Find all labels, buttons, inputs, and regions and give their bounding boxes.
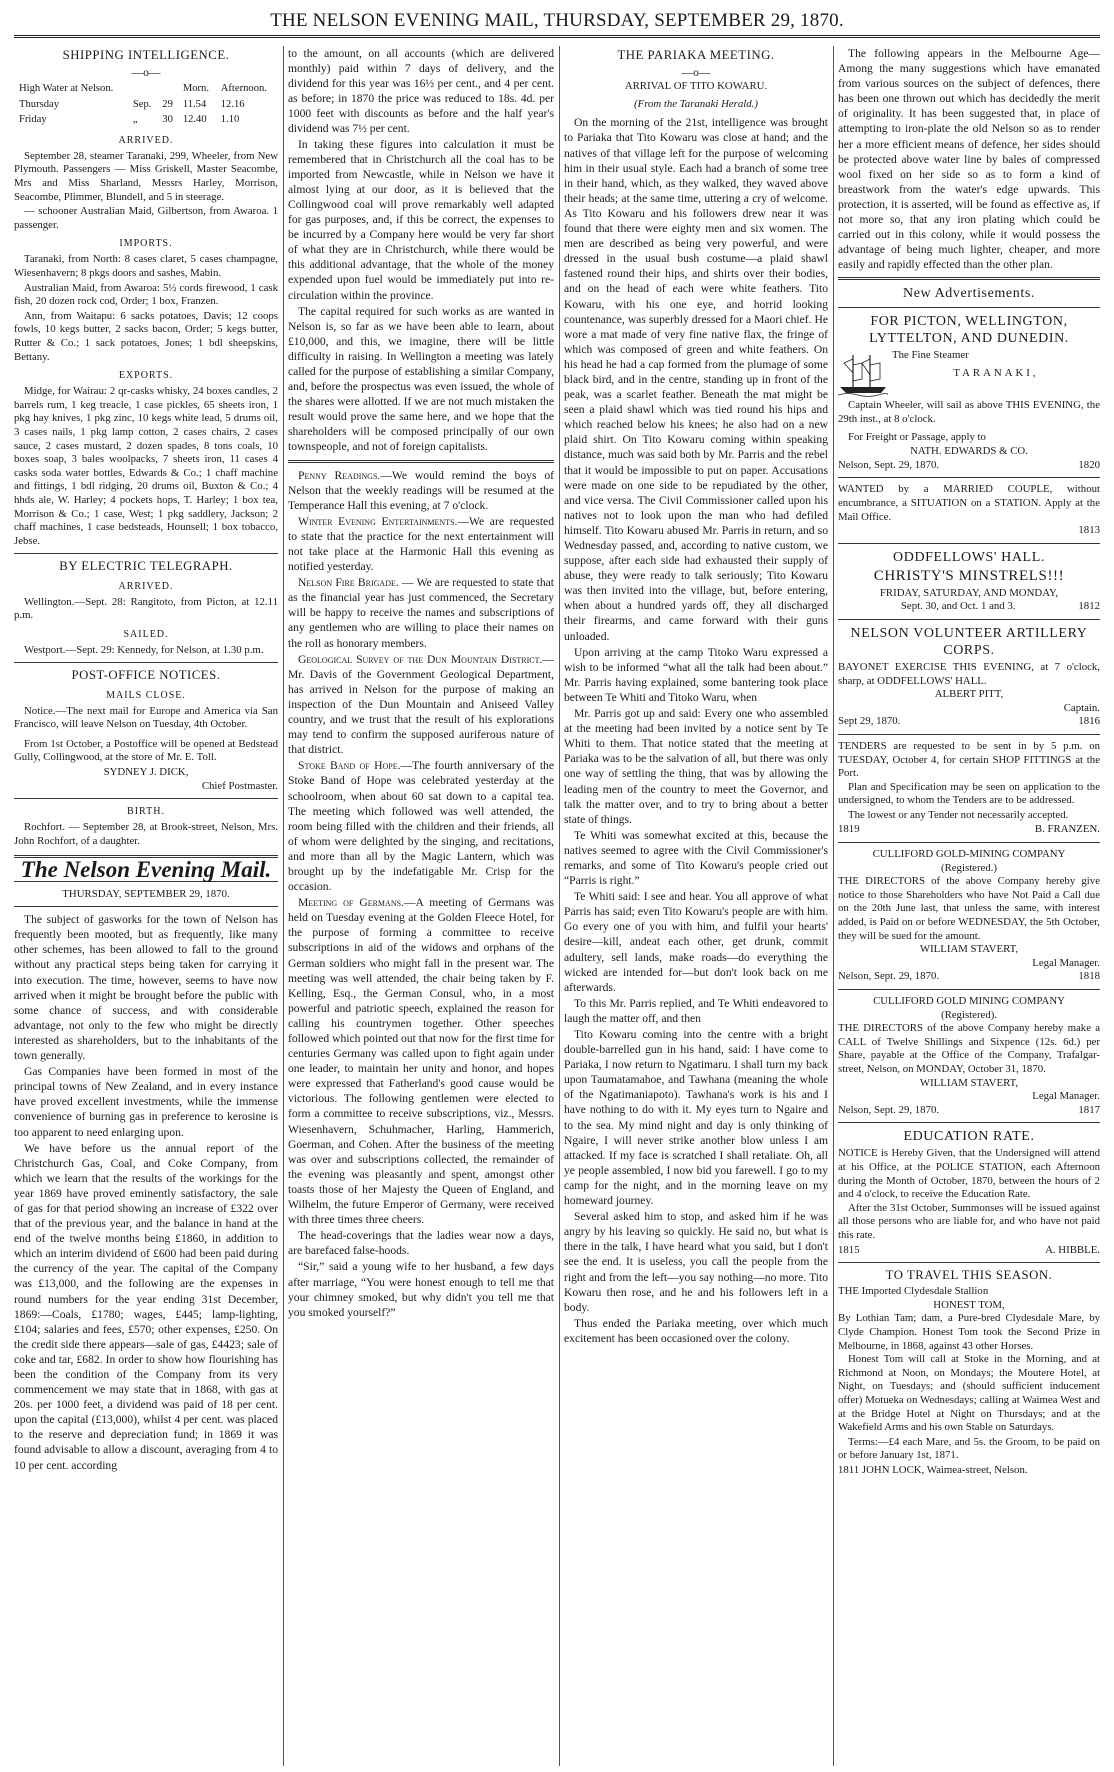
birth-heading: BIRTH. xyxy=(127,806,165,818)
culliford-sub-2: (Registered). xyxy=(940,1008,998,1021)
ad-number: 1819 xyxy=(838,823,860,836)
column-1 xyxy=(14,46,278,1766)
telegraph-arrived-heading: ARRIVED. xyxy=(118,580,174,592)
artillery-heading: NELSON VOLUNTEER ARTILLERY CORPS. xyxy=(850,625,1088,658)
news-item: Meeting of Germans.—A meeting of Germans was held on Tuesday evening at the Golden Fleece Hotel, for the purpose of forming a committee to receive subscriptions in aid of the widows and orphans of the German soldiers who might fall in the present war. The meeting was well attended, the chair being taken by F. Kelling, Esq., the German Consul, who, in a most powerful and patriotic speech, explained the reason for calling his countrymen together. Other speeches followed which pointed out that now for the first time for centuries Germany was called upon to fight again under one leader, to maintain her unity and honor, and hopes were expressed that Fatherland's good cause would be victorious. The following gentlemen were elected to form a committee to receive subscriptions, viz., Messrs. Wiesenhavern, Schuhmacher, Harling, Hammerich, Goerman, and Cohen. After the business of the meeting was over and subscriptions collected, the remainder of the evening was pleasantly and spent, amongst other toasts those of her Majesty the Queen of England, and Wilhelm, the future Emperor of Germany, were received with three times three cheers. xyxy=(288,896,554,1227)
tide-table xyxy=(14,80,278,129)
ad-number: 1813 xyxy=(1078,524,1100,537)
culliford-sub: (Registered.) xyxy=(940,861,998,874)
ad-date: Nelson, Sept. 29, 1870. xyxy=(838,1103,940,1116)
joke: The head-coverings that the ladies wear now a days, are barefaced false-hoods. xyxy=(288,1229,554,1258)
mails-heading: MAILS CLOSE. xyxy=(106,689,186,701)
arrived-heading: ARRIVED. xyxy=(118,134,174,146)
education-text-2: After the 31st October, Summonses will be issued against all those persons who are liable for, and who have not paid this rate. xyxy=(838,1201,1100,1241)
joke: “Sir,” said a young wife to her husband, a few days after marriage, “You were honest enough to tell me that your chimney smoked, but why didn't you tell me that you smoked yourself?” xyxy=(288,1260,554,1319)
po-signature: SYDNEY J. DICK, xyxy=(103,766,189,779)
terms-text: Terms:—£4 each Mare, and 5s. the Groom, to be paid on or before January 1st, 1871. xyxy=(838,1435,1100,1462)
article-paragraph: Tito Kowaru coming into the centre with a bright double-barrelled gun in his hand, said: I have come to Pariaka, I now return to Ngatimaru. I shall turn my back upon Taumatamahoe, and Tawhana (meaning the whole of the Ngatimaniapoto). Tawhana's work is his and I have nothing to do with it. My eyes turn to Ngaire and to the sea. My mind night and day is only thinking of Ngaire, I will never strike another blow unless I am attacked. If my face is scratched I shall retaliate. Oh, all ye people assembled, I now bid you farewell. I go to my camp for the night, and in the morning leave on my homeward journey. xyxy=(564,1028,828,1208)
news-item: Geological Survey of the Dun Mountain District.—Mr. Davis of the Government Geological Department, has arrived in Nelson for the purpose of making an inspection of the Dun Mountain and Aniseed Valley country, and we trust that the result of his explorations may tend to confirm the supposed auriferous nature of that district. xyxy=(288,652,554,757)
steamer-name: TARANAKI, xyxy=(953,367,1039,379)
melbourne-age-item: The following appears in the Melbourne Age—Among the many suggestions which have emanated from various sources on the subject of defences, there has been one thrown out which has decidedly the merit of originality. It has been suggested that, in place of attempting to iron-plate the old Nelson so as to render her a more efficient means of defence, her sides should be protected above water line by bales of compressed wool fixed on her side so as to form a kind of breastwork from the water's edge upwards. This protection, it is asserted, will be found as effective as, if not more so, that any iron plating which could be carried out in this colony, while it would possess the advantage of being much lighter, cheaper, and more easily and rapidly effected than the other plan. xyxy=(838,47,1100,272)
divider: —o— xyxy=(131,66,161,80)
culliford-heading: CULLIFORD GOLD-MINING COMPANY xyxy=(872,848,1066,861)
ad-date: Nelson, Sept. 29, 1870. xyxy=(838,970,940,983)
news-item: Stoke Band of Hope.—The fourth anniversary of the Stoke Band of Hope was celebrated yesterday at the schoolroom, when about 60 sat down to a capital tea. The meeting which followed was well attended, the room being filled with the children and their friends, all of whom were delighted by the singing, and recitations, and more than all by the Magic Lantern, which was brought up by the indefatigable Mr. Crisp for the occasion. xyxy=(288,759,554,894)
tide-row: Friday „ 30 12.40 1.10 xyxy=(19,114,240,126)
tide-row: Thursday Sep. 29 11.54 12.16 xyxy=(19,98,245,110)
new-ads-heading: New Advertisements. xyxy=(903,286,1035,302)
article-paragraph: On the morning of the 21st, intelligence was brought to Pariaka that Tito Kowaru was close at hand; and the natives of that village left for the purpose of welcoming him in their usual style. Each had a branch of some tree in their hand, which, as they walked, they waved above their heads; at the same time, uttering a cry of welcome. As Tito Kowaru and his followers drew near it was found that there were eighty men and six women. The men are described as being very powerful, and were dressed in the usual bush costume—a plaid shawl fastened round their hips, and shirts over their bodies, and on the head of each were white feathers. Tito Kowaru, with his one eye, and horrid looking countenance, was superbly dressed for a Maori chief. He wore a mat made of very fine native flax, the fringe of which was composed of green and white feathers. On his head he had a cap formed from the plumage of some black bird, and in the centre, standing up in front of the peak, was a scarlet feather. Beneath the mat might be seen a plaid shawl which was tied round his hips and which reached below his knees; he also had on a new plaid shirt. On Tito Kowaru coming within speaking distance, much was said both by Mr. Parris and the rebel that it would be impossible to put on paper. Accusations were made on one side to be repudiated by the other, and vice versa. The Civil Commissioner called upon his natives not to look upon the man who had defiled himself. Tito Kowaru abused Mr. Parris in return, and so Wednesday passed, and, according to native custom, we suppose, after each side had exhausted their supply of abuse, they were ready to talk seriously; Tito Kowaru was then invited into the village, but, before entering, when about a hundred yards off, they all discharged their firearms, and came forward with their guns unloaded. xyxy=(564,116,828,643)
telegraph-heading: BY ELECTRIC TELEGRAPH. xyxy=(59,559,233,574)
culliford-signature-2: WILLIAM STAVERT, xyxy=(919,1076,1019,1089)
minstrels-sub: Sept. 30, and Oct. 1 and 3. xyxy=(900,600,1016,613)
culliford-role: Legal Manager. xyxy=(1032,956,1100,969)
column-2 xyxy=(288,46,554,1766)
minstrels-title: CHRISTY'S MINSTRELS!!! xyxy=(873,567,1065,584)
ad-date: Sept 29, 1870. xyxy=(838,715,901,728)
artillery-rank: Captain. xyxy=(1063,701,1100,714)
dateline: THURSDAY, SEPTEMBER 29, 1870. xyxy=(62,887,230,900)
tenders-text: TENDERS are requested to be sent in by 5 p.m. on TUESDAY, October 4, for certain SHOP FITTINGS at the Port. xyxy=(838,739,1100,780)
tide-aft: Afternoon. xyxy=(220,83,267,95)
article-paragraph: Upon arriving at the camp Titoko Waru expressed a wish to be informed “what all the talk had been about.” Mr. Parris having explained, some bantering took place between Te Whiti and Titoko Waru, when xyxy=(564,645,828,704)
article-subtitle: ARRIVAL OF TITO KOWARU. xyxy=(624,80,768,93)
terms-signature: JOHN LOCK, Waimea-street, Nelson. xyxy=(861,1463,1028,1476)
column-3 xyxy=(564,46,828,1766)
tenders-ad xyxy=(838,740,1100,837)
steamer-ad xyxy=(838,349,1100,472)
travel-text-3: Honest Tom will call at Stoke in the Morning, and at Richmond at Noon, on Mondays; the Moutere Hotel, at Night, on Tuesdays; and (should sufficient inducement offer) Motueka on Wednesdays; calling at Waimea West and at the Bridge Hotel at Night on Thursdays; and at the Wakefield Arms and his own Stable on Saturdays. xyxy=(838,1353,1100,1434)
freight-text: For Freight or Passage, apply to xyxy=(848,430,986,443)
ad-number: 1818 xyxy=(1078,970,1100,983)
steamer-intro: The Fine Steamer xyxy=(892,349,969,362)
education-text: NOTICE is Hereby Given, that the Undersigned will attend at his Office, at the POLICE STATION, each Afternoon during the Month of October, 1870, between the hours of 2 and 4 o'clock, to receive the Education Rate. xyxy=(838,1147,1100,1201)
shipping-heading: SHIPPING INTELLIGENCE. xyxy=(62,48,230,62)
column-rule xyxy=(559,46,560,1766)
wanted-text: WANTED by a MARRIED COUPLE, without encumbrance, a SITUATION on a STATION. Apply at the Mail Office. xyxy=(838,483,1100,523)
ad-number: 1820 xyxy=(1078,458,1100,471)
travel-text-2: By Lothian Tam; dam, a Pure-bred Clydesdale Mare, by Clyde Champion. Honest Tom took the Second Prize in Melbourne, in 1868, against 43 other Horses. xyxy=(838,1312,1100,1352)
tenders-text-2: Plan and Specification may be seen on application to the undersigned, to whom the Tenders are to be addressed. xyxy=(838,780,1100,807)
oddfellows-heading: ODDFELLOWS' HALL. xyxy=(893,549,1045,565)
ad-number: 1816 xyxy=(1078,715,1100,728)
artillery-text: BAYONET EXERCISE THIS EVENING, at 7 o'clock, sharp, at ODDFELLOWS' HALL. xyxy=(838,660,1100,687)
imports-heading: IMPORTS. xyxy=(119,238,173,250)
tide-morn: Morn. xyxy=(182,83,210,95)
import-item: Taranaki, from North: 8 cases claret, 5 cases champagne, Wiesenhavern; 8 pkgs doors and sashes, Mabin. xyxy=(14,253,278,280)
article-title: THE PARIAKA MEETING. xyxy=(617,48,775,62)
culliford-heading-2: CULLIFORD GOLD MINING COMPANY xyxy=(873,995,1065,1007)
ad-number: 1815 xyxy=(838,1243,860,1256)
ad-number: 1811 xyxy=(838,1463,860,1476)
exports-heading: EXPORTS. xyxy=(118,370,174,382)
article-paragraph: Several asked him to stop, and asked him if he was angry by his leaving so quickly. He said no, but what is there in the talk, I have heard what you said, but I don't see the end. It is useless, you call the people from the right and from the left—you say nothing—no more. Tito Kowaru then rose, and he and his followers left in a body. xyxy=(564,1210,828,1314)
minstrels-dates: FRIDAY, SATURDAY, AND MONDAY, xyxy=(879,586,1059,599)
birth-text: Rochfort. — September 28, at Brook-street, Nelson, Mrs. John Rochfort, of a daughter. xyxy=(14,821,278,847)
editorial-continued: The capital required for such works as are wanted in Nelson is, so far as we have been able to learn, about £10,000, and this, we imagine, there will be little difficulty in raising. In Wellington a meeting was lately called for the purpose of establishing a similar Company, and, before the prospectus was even issued, the whole of the shares were allotted. If we are not much mistaken the result would prove the same here, and we hope that the shareholders will be composed principally of our own townspeople, and not of foreign capitalists. xyxy=(288,304,554,454)
telegraph-sailed: Westport.—Sept. 29: Kennedy, for Nelson, at 1.30 p.m. xyxy=(24,643,264,656)
wanted-ad xyxy=(838,483,1100,537)
post-office-heading: POST-OFFICE NOTICES. xyxy=(71,668,221,683)
import-item: Australian Maid, from Awaroa: 5½ cords firewood, 1 cask fish, 20 dozen rock cod, Order; 1 box, Franzen. xyxy=(14,281,278,308)
culliford-text: THE DIRECTORS of the above Company hereby give notice to those Shareholders who have Not Paid a Call due on the 20th June last, that unless the same, with interest added, is Paid on or before WEDNESDAY, the 5th October, they will be sued for the amount. xyxy=(838,875,1100,942)
education-heading: EDUCATION RATE. xyxy=(903,1129,1035,1145)
editorial-continued: In taking these figures into calculation it must be remembered that in Christchurch all the coal has to be imported from Newcastle, while in Nelson we have it almost lying at our door, as it is believed that the Collingwood coal will prove remarkably well adapted for gas purposes, and, if this be correct, the expenses to be incurred by a Company here would be very far short of what they are in Christchurch, while there would be this additional advantage, that the whole of the money expended upon fuel would be immediately put into re-circulation within the province. xyxy=(288,137,554,302)
paper-title: The Nelson Evening Mail. xyxy=(14,855,278,882)
article-paragraph: To this Mr. Parris replied, and Te Whiti endeavored to laugh the matter off, and then xyxy=(564,996,828,1025)
column-rule xyxy=(833,46,834,1766)
agent-name: NATH. EDWARDS & CO. xyxy=(910,445,1028,458)
arrived-text-2: — schooner Australian Maid, Gilbertson, from Awaroa. 1 passenger. xyxy=(14,205,278,231)
education-signature: A. HIBBLE. xyxy=(1045,1243,1100,1256)
ad-date: Nelson, Sept. 29, 1870. xyxy=(838,458,940,471)
article-paragraph: Mr. Parris got up and said: Every one who assembled at the meeting had been invited by a notice sent by Te Whiti to them. That notice stated that the meeting at Pariaka was to be the salvation of all, but there was only one way of settling the thing, that was by allowing the leading men of the country to meet the Governor, and talk the matter over, and to try to bring about a better state of things. xyxy=(564,707,828,826)
horse-name: HONEST TOM, xyxy=(933,1298,1005,1311)
ad-number: 1812 xyxy=(1078,600,1100,613)
divider: —o— xyxy=(681,66,711,80)
telegraph-sailed-heading: SAILED. xyxy=(123,628,169,640)
article-paragraph: Thus ended the Pariaka meeting, over which much excitement has been occasioned over the colony. xyxy=(564,1316,828,1345)
tenders-signature: B. FRANZEN. xyxy=(1034,823,1100,836)
exports-text: Midge, for Wairau: 2 qr-casks whisky, 24 boxes candles, 2 barrels rum, 1 keg treacle, 1 case pickles, 65 sheets iron, 1 pkg hay knives, 1 pkg zinc, 10 kegs white lead, 5 drums oil, 3 cases nails, 1 pkg lamp cotton, 2 cases chairs, 2 cases sauce, 2 cases mustard, 2 dozen spades, 8 tons coals, 10 boxes soap, 3 bales woolpacks, 7 sheets iron, 11 cases 4 casks soda water bottles, Edwards & Co.; 1 chaff machine and fittings, 1 bdl ridging, 20 drums oil, Buxton & Co.; 4 hhds ale, W. Harley; 4 pockets hops, T. Harley; 1 box tea, Morrison & Co.; 1 case, West; 1 pkg saddlery, Jackson; 2 chaff machines, 1 case bedsteads, Hounsell; 1 box tobacco, Jebse. xyxy=(14,385,278,547)
news-item: Penny Readings.—We would remind the boys of Nelson that the weekly readings will be resumed at the Temperance Hall this evening, at 7 o'clock. xyxy=(288,468,554,512)
ad-number: 1817 xyxy=(1078,1103,1100,1116)
arrived-text: September 28, steamer Taranaki, 299, Wheeler, from New Plymouth. Passengers — Miss Griskell, Master Seacombe, Mrs and Miss Sharland, Messrs Harley, Morrison, Seacombe, Plimmer, Blundell, and 5 in steerage. xyxy=(14,149,278,203)
article-paragraph: Te Whiti said: I see and hear. You all approve of what Parris has said; even Tito Kowaru's people are with him. Go every one of you with him, and fulfil your hearts' desire—kill, andeat each other, get drunk, commit adultery, sell lands, make roads—do everything the wicked are intended for—but don't look back on me afterwards. xyxy=(564,890,828,994)
culliford-call-text: THE DIRECTORS of the above Company hereby make a CALL of Twelve Shillings and Sixpence (12s. 6d.) per Share, payable at the Office of the Company, Trafalgar-street, Nelson, on MONDAY, October 31, 1870. xyxy=(838,1022,1100,1075)
news-item: Winter Evening Entertainments.—We are requested to state that the practice for the next entertainment will not take place at the Harmonic Hall this evening as notified yesterday. xyxy=(288,514,554,574)
po-notice: From 1st October, a Postoffice will be opened at Bedstead Gully, Collingwood, at the store of Mr. E. Toll. xyxy=(14,737,278,764)
import-item: Ann, from Waitapu: 6 sacks potatoes, Davis; 12 coops fowls, 10 kegs butter, 2 sacks bacon, Order; 5 kegs butter, Rutter & Co.; 1 sack potatoes, Jones; 1 bdl sheepskins, Bettany. xyxy=(14,309,278,363)
artillery-signature: ALBERT PITT, xyxy=(934,688,1004,701)
travel-heading: TO TRAVEL THIS SEASON. xyxy=(885,1268,1053,1283)
editorial-continued: to the amount, on all accounts (which are delivered monthly) paid within 7 days of delivery, and the dividend for this year was 16½ per cent., and 4 per cent. as before; in 1870 the price was reduced to 18s. 4d. per 1000 feet with discounts as before and the half year's dividend was 7½ per cent. xyxy=(288,47,554,136)
news-item: Nelson Fire Brigade. — We are requested to state that as the financial year has just commenced, the Secretary will be happy to receive the names and subscriptions of any gentlemen who are willing to place their names on the roll as honorary members. xyxy=(288,576,554,650)
mails-text: Notice.—The next mail for Europe and America via San Francisco, will leave Nelson on Tuesday, 4th October. xyxy=(14,704,278,731)
editorial-paragraph: The subject of gasworks for the town of Nelson has frequently been mooted, but as frequently, like many other schemes, has been allowed to fall to the ground without any practical steps being taken for carrying it into execution. The time, however, seems to have now arrived when it might be brought before the public with some chance of success, and with considerable advantage, not only to the few who might be directly interested as shareholders, but to the inhabitants of the town generally. xyxy=(14,913,278,1063)
picton-heading: FOR PICTON, WELLINGTON, LYTTELTON, AND DUNEDIN. xyxy=(869,314,1069,347)
steamer-body: Captain Wheeler, will sail as above THIS EVENING, the 29th inst., at 8 o'clock. xyxy=(838,399,1100,425)
culliford-signature: WILLIAM STAVERT, xyxy=(919,943,1019,956)
ship-icon xyxy=(838,351,888,397)
po-title: Chief Postmaster. xyxy=(201,779,278,792)
article-paragraph: Te Whiti was somewhat excited at this, because the natives seemed to agree with the Civil Commissioner's remarks, and some of Tito Kowaru's people cried out “Parris is right.” xyxy=(564,828,828,888)
editorial-paragraph: Gas Companies have been formed in most of the principal towns of New Zealand, and in every instance have proved excellent investments, while the immense convenience of burning gas in preference to kerosine is too apparent to need enlarging upon. xyxy=(14,1065,278,1139)
masthead: THE NELSON EVENING MAIL, THURSDAY, SEPTEMBER 29, 1870. xyxy=(14,10,1100,38)
travel-text: THE Imported Clydesdale Stallion xyxy=(838,1285,989,1298)
article-source: (From the Taranaki Herald.) xyxy=(634,97,758,110)
column-rule xyxy=(283,46,284,1766)
culliford-role-2: Legal Manager. xyxy=(1032,1090,1100,1103)
tenders-text-3: The lowest or any Tender not necessarily accepted. xyxy=(848,808,1069,821)
tide-label: High Water at Nelson. xyxy=(19,83,114,95)
column-4 xyxy=(838,46,1100,1766)
editorial-paragraph: We have before us the annual report of the Christchurch Gas, Coal, and Coke Company, from which we learn that the results of the workings for the year 1869 have proved eminently satisfactory, the sale of gas for that period showing an increase of £322 over that of the previous year, and the balance in hand at the end of the twelve months being £1860, in addition to which an interim dividend of £600 had been paid during the currency of the year. The capital of the Company was £13,000, and the following are the expenses in round numbers for the year ending 31st December, 1869:—Coals, £1780; wages, £445; lamp-lighting, £104; salaries and fees, £570; other expenses, £250. On the credit side there appears—sale of gas, £4423; sale of coke and tar, £682. In order to show how flourishing has been the condition of the Company from its very commencement we may state that in 1868, with gas at 20s. per 1000 feet, a dividend was paid of 18 per cent. upon the capital (£13,000), whilst 4 per cent. was placed to the reserve and depreciation fund; in 1869 it was found advisable to allow a discount, averaging from 4 to 10 per cent. according xyxy=(14,1141,278,1472)
telegraph-arrived: Wellington.—Sept. 28: Rangitoto, from Picton, at 12.11 p.m. xyxy=(14,595,278,622)
